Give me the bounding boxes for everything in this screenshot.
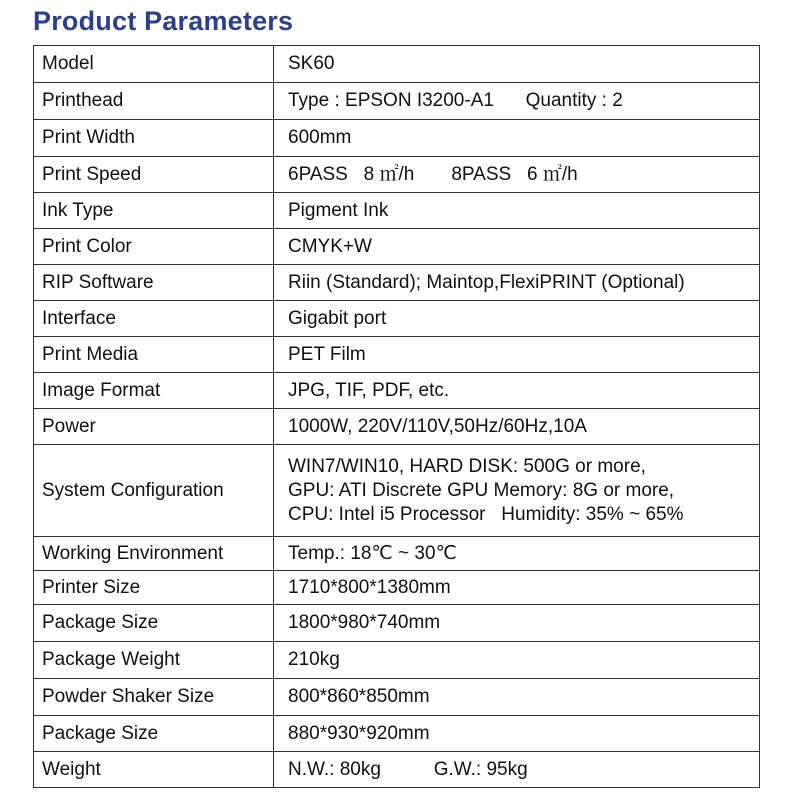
param-label: Weight	[34, 752, 274, 788]
param-value: 1000W, 220V/110V,50Hz/60Hz,10A	[274, 409, 760, 445]
table-row	[34, 605, 760, 642]
table-row	[34, 373, 760, 409]
param-value: Pigment Ink	[274, 193, 760, 229]
param-label: Print Width	[34, 120, 274, 157]
param-label: Print Media	[34, 337, 274, 373]
param-label: Package Weight	[34, 642, 274, 679]
table-row	[34, 642, 760, 679]
param-value: Gigabit port	[274, 301, 760, 337]
page-title: Product Parameters	[33, 6, 294, 36]
param-value-multiline	[274, 445, 760, 537]
table-row	[34, 716, 760, 752]
param-value: 1710*800*1380mm	[274, 571, 760, 605]
param-label: Ink Type	[34, 193, 274, 229]
table-row	[34, 445, 760, 537]
table-row	[34, 537, 760, 571]
table-row	[34, 301, 760, 337]
table-row	[34, 83, 760, 120]
param-value: SK60	[274, 46, 760, 83]
param-label: RIP Software	[34, 265, 274, 301]
param-value: Temp.: 18℃ ~ 30℃	[274, 537, 760, 571]
table-row	[34, 193, 760, 229]
table-row	[34, 265, 760, 301]
param-label: Working Environment	[34, 537, 274, 571]
table-row	[34, 679, 760, 716]
param-label: Image Format	[34, 373, 274, 409]
param-value: PET Film	[274, 337, 760, 373]
table-row	[34, 157, 760, 193]
table-row	[34, 229, 760, 265]
param-value: Riin (Standard); Maintop,FlexiPRINT (Optional)	[274, 265, 760, 301]
param-label: Package Size	[34, 716, 274, 752]
param-value: Type : EPSON I3200-A1 Quantity : 2	[274, 83, 760, 120]
param-value-line: WIN7/WIN10, HARD DISK: 500G or more,	[288, 455, 646, 477]
param-value: 800*860*850mm	[274, 679, 760, 716]
param-label: Power	[34, 409, 274, 445]
table-row	[34, 120, 760, 157]
param-label: Print Speed	[34, 157, 274, 193]
table-row	[34, 337, 760, 373]
param-label: Interface	[34, 301, 274, 337]
param-label: Package Size	[34, 605, 274, 642]
param-value: N.W.: 80kg G.W.: 95kg	[274, 752, 760, 788]
table-row	[34, 752, 760, 788]
param-label: Model	[34, 46, 274, 83]
param-value: 880*930*920mm	[274, 716, 760, 752]
param-value: 210kg	[274, 642, 760, 679]
table-row	[34, 46, 760, 83]
param-label: Printer Size	[34, 571, 274, 605]
param-label: System Configuration	[34, 445, 274, 537]
param-value-line: CPU: Intel i5 Processor Humidity: 35% ~ 65%	[288, 503, 684, 525]
param-value-line: GPU: ATI Discrete GPU Memory: 8G or more,	[288, 479, 675, 501]
param-label: Powder Shaker Size	[34, 679, 274, 716]
param-value: 1800*980*740mm	[274, 605, 760, 642]
table-row	[34, 571, 760, 605]
parameters-table	[33, 45, 760, 788]
table-row	[34, 409, 760, 445]
param-value: 600mm	[274, 120, 760, 157]
param-value: CMYK+W	[274, 229, 760, 265]
param-label: Printhead	[34, 83, 274, 120]
param-value: JPG, TIF, PDF, etc.	[274, 373, 760, 409]
param-label: Print Color	[34, 229, 274, 265]
param-value: 6PASS 8 ㎡/h 8PASS 6 ㎡/h	[274, 157, 760, 193]
